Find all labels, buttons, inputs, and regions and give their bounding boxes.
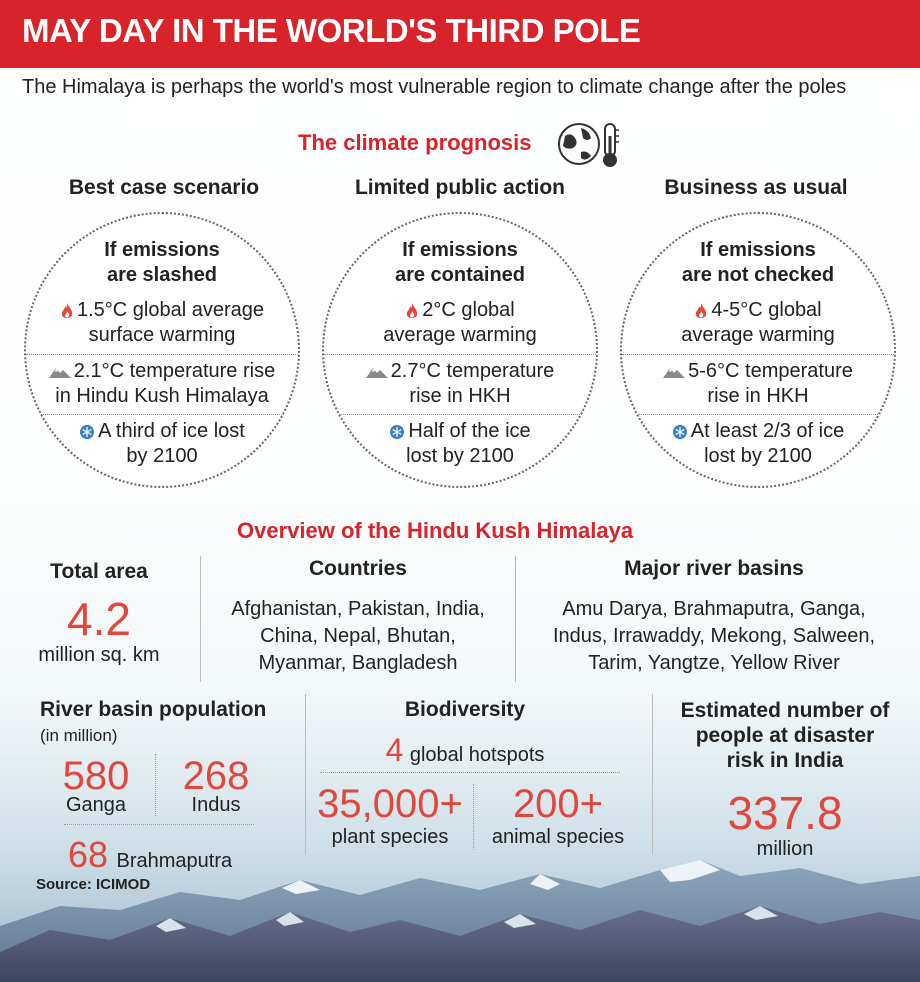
scenario-title-limited: Limited public action [354, 176, 565, 199]
rise-line-2: in Hindu Kush Himalaya [55, 385, 269, 407]
indus-label: Indus [191, 794, 241, 816]
countries-line: China, Nepal, Bhutan, [260, 625, 456, 647]
ganga-label: Ganga [65, 794, 127, 816]
ganga-value: 580 [62, 754, 130, 798]
scenario-title-business: Business as usual [664, 176, 848, 199]
total-area-unit: million sq. km [38, 644, 160, 666]
warming-line-1: 2°C global [324, 298, 596, 323]
circle-divider [622, 354, 894, 355]
source-credit: Source: ICIMOD [36, 876, 151, 893]
flame-icon [694, 302, 708, 320]
disaster-label-line: people at disaster [695, 724, 875, 747]
prognosis-heading: The climate prognosis [298, 130, 532, 155]
snowflake-icon [672, 424, 688, 440]
condition-line-1: If emissions [104, 239, 220, 261]
ice-line-1: At least 2/3 of ice [622, 419, 894, 444]
rise-line-2: rise in HKH [707, 385, 809, 407]
countries-line: Afghanistan, Pakistan, India, [231, 598, 485, 620]
column-divider [515, 556, 516, 682]
ice-line-2: by 2100 [126, 445, 198, 467]
mountain-range-illustration [0, 840, 920, 982]
brahmaputra-label: Brahmaputra [116, 850, 233, 872]
rise-line-1: 2.1°C temperature rise [26, 359, 298, 384]
flame-icon [60, 302, 74, 320]
scenario-title-best: Best case scenario [68, 176, 260, 199]
population-divider [64, 824, 254, 825]
plants-value: 35,000+ [317, 782, 463, 826]
river-basins-line: Indus, Irrawaddy, Mekong, Salween, [552, 625, 876, 647]
condition-line-2: are not checked [681, 264, 835, 286]
snowflake-icon [79, 424, 95, 440]
page-title: MAY DAY IN THE WORLD'S THIRD POLE [22, 12, 641, 49]
scenario-circle-limited [322, 212, 598, 488]
flame-icon [405, 302, 419, 320]
column-divider [305, 694, 306, 854]
scenario-circle-best [24, 212, 300, 488]
animals-value: 200+ [512, 782, 604, 826]
circle-divider [26, 354, 298, 355]
warming-line-1: 4-5°C global [622, 298, 894, 323]
rise-line-1: 5-6°C temperature [622, 359, 894, 384]
circle-divider [26, 414, 298, 415]
ice-line-2: lost by 2100 [406, 445, 514, 467]
condition-line-2: are slashed [106, 264, 218, 286]
disaster-label [660, 698, 910, 773]
hotspots-row [320, 732, 610, 769]
plants-label: plant species [331, 826, 449, 848]
ice-line-2: lost by 2100 [704, 445, 812, 467]
overview-heading: Overview of the Hindu Kush Himalaya [237, 518, 634, 543]
warming-line-2: average warming [681, 324, 835, 346]
snowflake-icon [389, 424, 405, 440]
mountain-icon [663, 366, 685, 378]
warming-line-2: average warming [383, 324, 537, 346]
warming-line-2: surface warming [88, 324, 236, 346]
river-basins-line: Tarim, Yangtze, Yellow River [588, 652, 840, 674]
condition-line-1: If emissions [700, 239, 816, 261]
rise-line-1: 2.7°C temperature [324, 359, 596, 384]
condition-line-2: are contained [394, 264, 526, 286]
brahmaputra-value: 68 [68, 834, 109, 875]
mountain-icon [366, 366, 388, 378]
mountain-icon [49, 366, 71, 378]
countries-list [206, 596, 510, 677]
warming-line-1: 1.5°C global average [26, 298, 298, 323]
globe-thermometer-icon [555, 118, 625, 170]
population-sublabel: (in million) [40, 726, 118, 745]
river-basins-label: Major river basins [624, 557, 804, 580]
column-divider [200, 556, 201, 682]
total-area-label: Total area [50, 560, 148, 583]
biodiversity-label: Biodiversity [404, 698, 526, 721]
biodiversity-divider [320, 772, 620, 773]
circle-divider [622, 414, 894, 415]
animals-label: animal species [491, 826, 625, 848]
countries-label: Countries [308, 557, 407, 580]
hotspots-label: global hotspots [409, 744, 545, 766]
population-label: River basin population [40, 698, 267, 721]
column-divider [652, 694, 653, 854]
circle-divider [324, 354, 596, 355]
river-basins-line: Amu Darya, Brahmaputra, Ganga, [562, 598, 866, 620]
indus-value: 268 [182, 754, 250, 798]
rise-line-2: rise in HKH [409, 385, 511, 407]
hotspots-value: 4 [385, 732, 404, 768]
countries-line: Myanmar, Bangladesh [258, 652, 458, 674]
page-subtitle: The Himalaya is perhaps the world's most vulnerable region to climate change after the poles [22, 76, 847, 98]
circle-divider [324, 414, 596, 415]
river-basins-list [524, 596, 904, 677]
ice-line-1: A third of ice lost [26, 419, 298, 444]
disaster-label-line: risk in India [726, 749, 844, 772]
disaster-unit: million [756, 838, 814, 860]
total-area-value: 4.2 [67, 593, 131, 645]
disaster-value: 337.8 [727, 787, 843, 839]
population-divider [155, 754, 156, 816]
scenario-circle-business [620, 212, 896, 488]
ice-line-1: Half of the ice [324, 419, 596, 444]
condition-line-1: If emissions [402, 239, 518, 261]
disaster-label-line: Estimated number of [680, 699, 890, 722]
